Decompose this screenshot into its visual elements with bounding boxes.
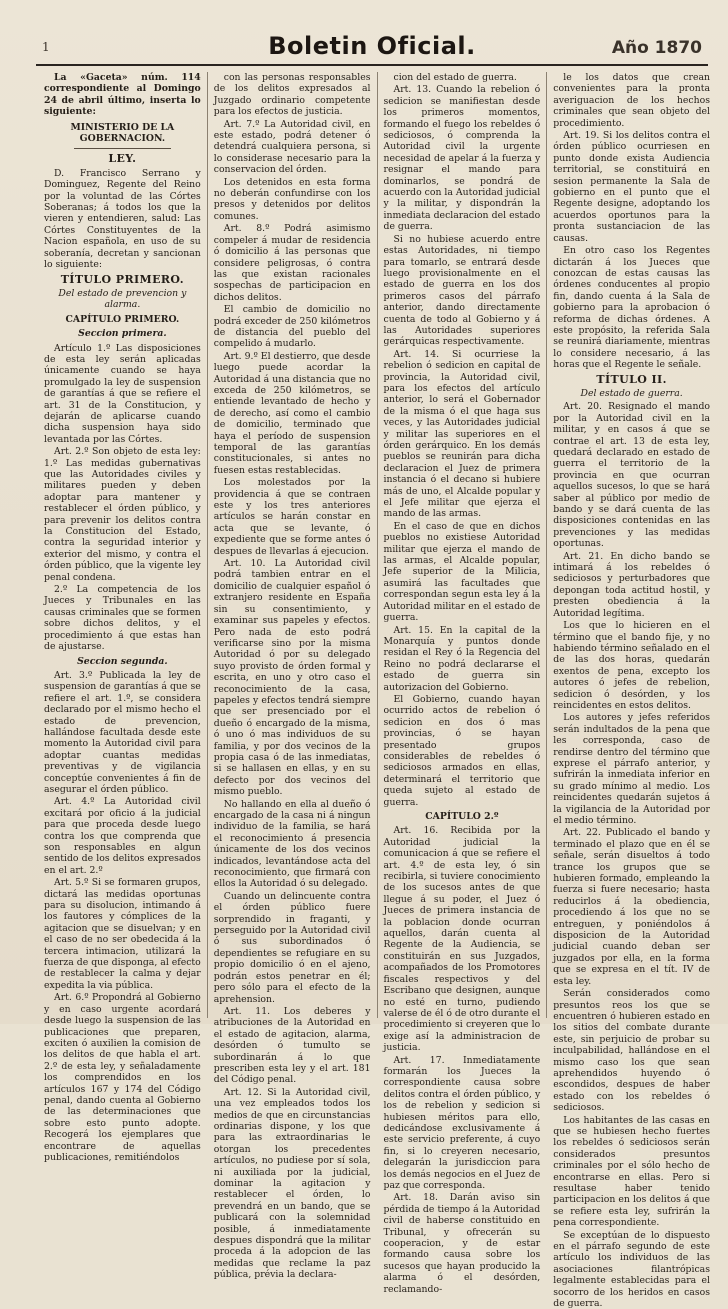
text-columns <box>38 72 716 1309</box>
section-heading: Seccion primera. <box>78 328 167 340</box>
paragraph: Serán considerados como presuntos reos los que se encuentren ó hubieren estado en los sitios del combate durante este, sin perjuicio de probar su inculpabilidad, hallándose en el mismo caso los que sean aprehendidos huyendo ó escondidos, despues de haber estado con los rebeldes ó sediciosos. <box>553 988 710 1114</box>
column-2 <box>208 72 378 1281</box>
article-paragraph: Art. 10. La Autoridad civil podrá tambien entrar en el domicilio de cualquier español ó extranjero residente en España sin su consentimiento, y examinar sus papeles y efectos. Pero nada de esto podrá verificarse sino por la misma Autoridad ó por su delegado suyo provisto de órden formal y escrita, en uno y otro caso el reconocimiento de la casa, papeles y efectos tendrá siempre que ser presenciado por el dueño ó encargado de la misma, ó uno ó mas individuos de su familia, y por dos vecinos de la propia casa ó de las inmediatas, si se hallasen en ellas, y en su defecto por dos vecinos del mismo pueblo. <box>213 558 371 798</box>
column-1 <box>38 72 208 1163</box>
capitulo-heading: CAPÍTULO 2.º <box>425 811 499 822</box>
divider <box>74 148 171 149</box>
paragraph: Los molestados por la providencia á que se contraen este y los tres anteriores artículos se harán constar en acta que se levante, ó expediente que se forme antes ó despues de llevarlas á ejecucion. <box>213 477 371 557</box>
paragraph: cion del estado de guerra. <box>393 72 517 83</box>
paragraph: El cambio de domicilio no podrá exceder de 250 kilómetros de distancia del pueblo del compelido á mudarlo. <box>213 304 371 350</box>
intro-paragraph: La «Gaceta» núm. 114 correspondiente al Domingo 24 de abril último, inserta lo siguiente: <box>44 72 201 118</box>
article-paragraph: Art. 4.º La Autoridad civil excitará por oficio á la judicial para que proceda desde luego contra los que comprenda que son responsables en algun sentido de los delitos expresados en el art. 2.º <box>44 796 201 876</box>
paragraph: En el caso de que en dichos pueblos no existiese Autoridad militar que ejerza el mando de las armas, el Alcalde popular, Jefe superior de la Milicia, asumirá las facultades que correspondan segun esta ley á la Autoridad militar en el estado de guerra. <box>383 520 541 624</box>
titulo-subheading: Del estado de guerra. <box>580 387 683 399</box>
article-paragraph: Art. 3.º Publicada la ley de suspension de garantías á que se refiere el art. 1.º, se considera declarado por el mismo hecho el estado de prevencion, hallándose facultada desde este momento la Autoridad civil para adoptar cuantas medidas preventivas y de vigilancia conceptúe convenientes á fin de asegurar el órden público. <box>44 669 201 795</box>
article-paragraph: Art. 13. Cuando la rebelion ó sedicion se manifiestan desde los primeros momentos, formando el fuego los rebeldes ó sediciosos, ó comprenda la Autoridad civil la urgente necesidad de apelar á la fuerza y resignar el mando para dominarlos, se pondrá de acuerdo con la Autoridad judicial y la militar, y dispondrán la inmediata declaracion del estado de guerra. <box>383 84 541 233</box>
article-paragraph: Art. 14. Si ocurriese la rebelion ó sedicion en capital de provincia, la Autoridad civil, para los efectos del artículo anterior, lo será el Gobernador de la misma ó el que haga sus veces, y las Autoridades judicial y militar las superiores en el órden gerárquico. En los demás pueblos se reunirán para dicha declaracion el Juez de primera instancia ó el decano si hubiere más de uno, el Alcalde popular y el Jefe militar que ejerza el mando de las armas. <box>383 348 541 520</box>
section-heading: Seccion segunda. <box>77 655 168 667</box>
article-paragraph: Art. 9.º El destierro, que desde luego puede acordar la Autoridad á una distancia que no exceda de 250 kilómetros, se entiende levantado de hecho y de derecho, así como el cambio de domicilio, terminado que haya el período de suspension temporal de las garantías constitucionales, si antes no fuesen estas restablecidas. <box>213 350 371 476</box>
article-paragraph: Art. 2.º Son objeto de esta ley: 1.º Las medidas gubernativas que las Autoridades civiles y militares pueden y deben adoptar para mantener y restablecer el órden público, y para prevenir los delitos contra la Constitucion del Estado, contra la seguridad interior y exterior del mismo, y contra el órden público, que la vigente ley penal condena. <box>44 446 201 583</box>
article-paragraph: Art. 20. Resignado el mando por la Autoridad civil en la militar, y en casos á que se contrae el art. 13 de esta ley, quedará declarado en estado de guerra el territorio de la provincia en que ocurran aquellos sucesos, lo que se hará saber al público por medio de bando y se dará cuenta de las disposiciones contenidas en las prevenciones y las medidas oportunas. <box>553 401 710 550</box>
paragraph: Los habitantes de las casas en que se hubiesen hecho fuertes los rebeldes ó sediciosos serán considerados presuntos criminales por el sólo hecho de encontrarse en ellas. Pero si resultase haber tenido participacion en los delitos á que se refiere esta ley, sufrirán la pena correspondiente. <box>553 1114 710 1229</box>
article-paragraph: Art. 22. Publicado el bando y terminado el plazo que en él se señale, serán disueltos á todo trance los grupos que se hubieren formado, empleando la fuerza si fuere necesario; hasta reducirlos á la obediencia, procediendo á los que no se entreguen, y poniéndolos á disposicion de la Autoridad judicial cuando deban ser juzgados por ella, en la forma que se expresa en el tít. IV de esta ley. <box>553 827 710 987</box>
paragraph: En otro caso los Regentes dictarán á los Jueces que conozcan de estas causas las órdenes conducentes al propio fin, dando cuenta á la Sala de gobierno para la aprobacion ó reforma de dichas órdenes. A este propósito, la referida Sala se reunirá diariamente, mientras lo considere necesario, á las horas que el Regente le señale. <box>553 245 710 371</box>
article-paragraph: Art. 7.º La Autoridad civil, en este estado, podrá detener ó detendrá cualquiera persona, si lo considerase necesario para la conservacion del órden. <box>213 118 371 176</box>
column-3 <box>378 72 548 1295</box>
preamble-paragraph: D. Francisco Serrano y Dominguez, Regente del Reino por la voluntad de las Córtes Soberanas; á todos los que la vieren y entendieren, salud: Las Córtes Constituyentes de la Nacion española, en uso de su soberanía, decretan y sancionan lo siguiente: <box>44 167 201 271</box>
article-paragraph: 2.º La competencia de los Jueces y Tribunales en las causas criminales que se formen sobre dichos delitos, y el procedimiento á que estas han de ajustarse. <box>44 584 201 653</box>
ministry-heading: MINISTERIO DE LA GOBERNACION. <box>70 121 175 145</box>
article-paragraph: Art. 15. En la capital de la Monarquía y puntos donde residan el Rey ó la Regencia del Reino no podrá declararse el estado de guerra sin autorizacion del Gobierno. <box>383 624 541 693</box>
article-paragraph: Art. 5.º Si se formaren grupos, dictará las medidas oportunas para su disolucion, intimando á los fautores y cómplices de la agitacion que se disuelvan; y en el caso de no ser obedecida á la tercera intimacion, utilizará la fuerza de que disponga, al efecto de restablecer la calma y dejar expedita la via pública. <box>44 877 201 991</box>
titulo-heading: TÍTULO II. <box>596 372 667 386</box>
paragraph: Cuando un delincuente contra el órden público fuere sorprendido in fraganti, y perseguido por la Autoridad civil ó sus subordinados ó dependientes se refugiare en su propio domicilio ó en el ajeno, podrán estos penetrar en él; pero sólo para el efecto de la aprehension. <box>213 890 371 1005</box>
page-number: 1 <box>42 40 50 54</box>
masthead <box>36 28 708 66</box>
capitulo-heading: CAPÍTULO PRIMERO. <box>65 313 180 325</box>
paragraph: con las personas responsables de los delitos expresados al Juzgado ordinario competente para los efectos de justicia. <box>213 72 371 118</box>
paragraph: El Gobierno, cuando hayan ocurrido actos de rebelion ó sedicion en dos ó mas provincias, ó se hayan presentado grupos considerables de rebeldes ó sediciosos armados en ellas, determinará el territorio que queda sujeto al estado de guerra. <box>383 693 541 808</box>
article-paragraph: Art. 18. Darán aviso sin pérdida de tiempo á la Autoridad civil de haberse constituido en Tribunal, y ofrecerán su cooperacion, y de estar formando causa sobre los sucesos que hayan producido la alarma ó el desórden, reclamando- <box>383 1192 541 1295</box>
paragraph: Los detenidos en esta forma no deberán confundirse con los presos y detenidos por delitos comunes. <box>213 176 371 222</box>
article-paragraph: Art. 6.º Propondrá al Gobierno y en caso urgente acordará desde luego la suspension de las publicaciones que preparen, exciten ó auxilien la comision de los delitos de que habla el art. 2.º de esta ley, y señaladamente los comprendidos en los artículos 167 y 174 del Código penal, dando cuenta al Gobierno de las determinaciones que sobre esto punto adopte. Recogerá los ejemplares que encontrare de aquellas publicaciones, remitiéndolos <box>44 992 201 1163</box>
article-paragraph: Art. 21. En dicho bando se intimará á los rebeldes ó sediciosos y perturbadores que depongan toda actitud hostil, y presten obediencia á la Autoridad legítima. <box>553 550 710 619</box>
paragraph: Si no hubiese acuerdo entre estas Autoridades, ni tiempo para tomarlo, se entrará desde luego provisionalmente en el estado de guerra en los dos primeros casos del párrafo anterior, dando directamente cuenta de todo al Gobierno y á las Autoridades superiores gerárquicas respectivamente. <box>383 233 541 348</box>
article-paragraph: Art. 19. Si los delitos contra el órden público ocurriesen en punto donde exista Audiencia territorial, se constituirá en sesion permanente la Sala de gobierno en el punto que el Regente designe, adoptando los acuerdos oportunos para la pronta sustanciacion de las causas. <box>553 130 710 244</box>
article-paragraph: Art. 16. Recibida por la Autoridad judicial la comunicacion á que se refiere el art. 4.º de esta ley, ó sin recibirla, si tuviere conocimiento de los sucesos antes de que llegue á su poder, el Juez ó Jueces de primera instancia de la poblacion donde ocurran aquellos, darán cuenta al Regente de la Audiencia, se constituirán en sus Juzgados, acompañados de los Promotores fiscales respectivos y del Escribano que designen, aunque no esté en turno, pudiendo valerse de él ó de otro durante el procedimiento si creyeren que lo exige así la administracion de justicia. <box>383 825 541 1054</box>
titulo-subheading: Del estado de prevencion y alarma. <box>58 287 187 311</box>
titulo-heading: TÍTULO PRIMERO. <box>60 272 185 286</box>
article-paragraph: Art. 11. Los deberes y atribuciones de la Autoridad en el estado de agitacion, alarma, desórden ó tumulto se subordinarán á lo que prescriben esta ley y el art. 181 del Código penal. <box>213 1005 371 1086</box>
article-paragraph: Artículo 1.º Las disposiciones de esta ley serán aplicadas únicamente cuando se haya promulgado la ley de suspension de garantías á que se refiere el art. 31 de la Constitucion, y dejarán de aplicarse cuando dicha suspension haya sido levantada por las Córtes. <box>44 342 201 445</box>
paragraph: No hallando en ella al dueño ó encargado de la casa ni á ningun individuo de la familia, se hará el reconocimiento á presencia únicamente de los dos vecinos indicados, levantándose acta del reconocimiento, que firmará con ellos la Autoridad ó su delegado. <box>213 798 371 890</box>
paragraph: le los datos que crean convenientes para la pronta averiguacion de los hechos criminales que sean objeto del procedimiento. <box>553 72 710 129</box>
article-paragraph: Art. 17. Inmediatamente formarán los Jueces la correspondiente causa sobre delitos contra el órden público, y los de rebelion y sedicion si hubiesen méritos para ello, dedicándose exclusivamente á este servicio preferente, á cuyo fin, si lo creyeren necesario, delegarán la jurisdiccion para los demás negocios en el Juez de paz que corresponda. <box>383 1054 541 1191</box>
paragraph: Los autores y jefes referidos serán indultados de la pena que les corresponda, caso de rendirse dentro del término que exprese el párrafo anterior, y sufrirán la inmediata inferior en su grado mínimo al medio. Los reincidentes quedarán sujetos á la vigilancia de la Autoridad por el medio término. <box>553 712 710 826</box>
paragraph: Los que lo hicieren en el término que el bando fije, y no habiendo término señalado en el de las dos horas, quedarán exentos de pena, excepto los autores ó jefes de rebelion, sedicion ó desórden, y los reincidentes en estos delitos. <box>553 620 710 711</box>
newspaper-title: Boletin Oficial. <box>268 32 476 60</box>
column-4 <box>547 72 716 1309</box>
paragraph: Se exceptúan de lo dispuesto en el párrafo segundo de este artículo los individuos de las asociaciones filantrópicas legalmente establecidas para el socorro de los heridos en casos de guerra. <box>553 1229 710 1309</box>
article-paragraph: Art. 8.º Podrá asimismo compeler á mudar de residencia ó domicilio á las personas que considere peligrosas, ó contra las que existan racionales sospechas de participacion en dichos delitos. <box>213 223 371 303</box>
year-label: Año 1870 <box>611 38 702 58</box>
article-paragraph: Art. 12. Si la Autoridad civil, una vez empleados todos los medios de que en circunstancias ordinarias dispone, y los que para las extraordinarias le otorgan los precedentes artículos, no pudiese por sí sola, ni auxiliada por la judicial, dominar la agitacion y restablecer el órden, lo prevendrá en un bando, que se publicará con la solemnidad posible, á inmediatamente despues dispondrá que la militar proceda á la adopcion de las medidas que reclame la paz pública, prévia la declara- <box>213 1086 371 1281</box>
ley-heading: LEY. <box>108 152 137 166</box>
